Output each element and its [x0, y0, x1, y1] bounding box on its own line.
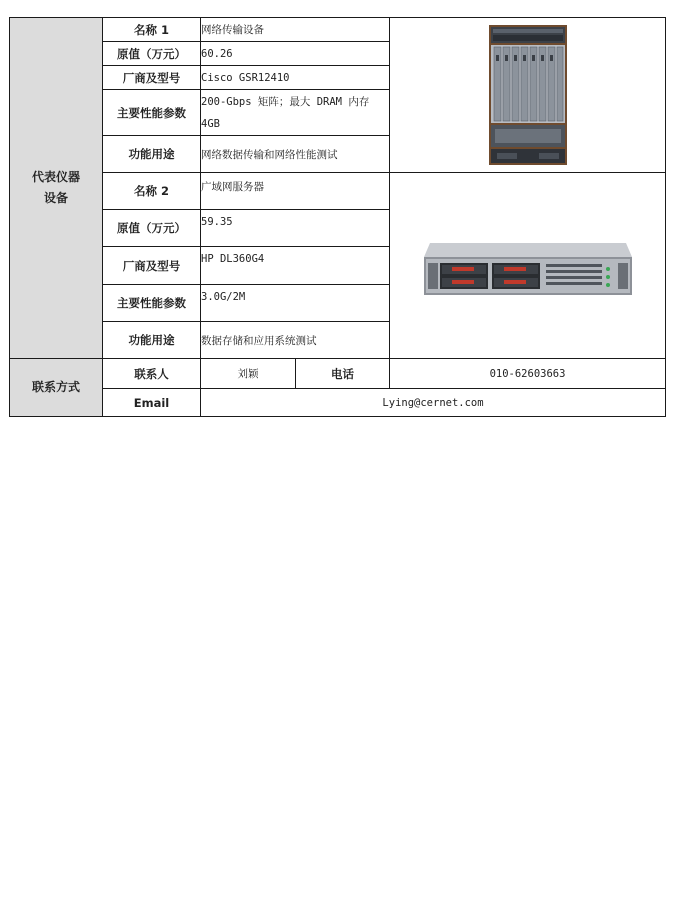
equipment-group-label: 代表仪器设备 [10, 18, 103, 359]
device2-use-label: 功能用途 [103, 322, 201, 359]
device1-price: 60.26 [201, 42, 390, 66]
device1-use-label: 功能用途 [103, 136, 201, 173]
device1-price-label: 原值（万元） [103, 42, 201, 66]
device1-name-label: 名称 1 [103, 18, 201, 42]
device2-maker: HP DL360G4 [201, 247, 390, 285]
device2-name-label: 名称 2 [103, 173, 201, 210]
device2-spec: 3.0G/2M [201, 285, 390, 322]
contact-email-label: Email [103, 389, 201, 417]
equipment-table [9, 17, 666, 417]
rack-server-image [422, 233, 634, 299]
device1-maker-label: 厂商及型号 [103, 66, 201, 90]
router-chassis-image [489, 25, 567, 165]
device1-use: 网络数据传输和网络性能测试 [201, 136, 390, 173]
device2-name: 广域网服务器 [201, 173, 390, 210]
device2-image-cell [390, 173, 666, 359]
device2-spec-label: 主要性能参数 [103, 285, 201, 322]
device2-maker-label: 厂商及型号 [103, 247, 201, 285]
contact-phone: 010-62603663 [390, 359, 666, 389]
contact-phone-label: 电话 [296, 359, 390, 389]
contact-group-label: 联系方式 [10, 359, 103, 417]
contact-person: 刘颖 [201, 359, 296, 389]
device1-name: 网络传输设备 [201, 18, 390, 42]
device1-maker: Cisco GSR12410 [201, 66, 390, 90]
device2-use: 数据存储和应用系统测试 [201, 322, 390, 359]
device1-spec-label: 主要性能参数 [103, 90, 201, 136]
device2-price-label: 原值（万元） [103, 210, 201, 247]
device1-image-cell [390, 18, 666, 173]
device2-price: 59.35 [201, 210, 390, 247]
contact-person-label: 联系人 [103, 359, 201, 389]
contact-email: Lying@cernet.com [201, 389, 666, 417]
device1-spec: 200-Gbps 矩阵；最大 DRAM 内存 4GB [201, 90, 390, 136]
